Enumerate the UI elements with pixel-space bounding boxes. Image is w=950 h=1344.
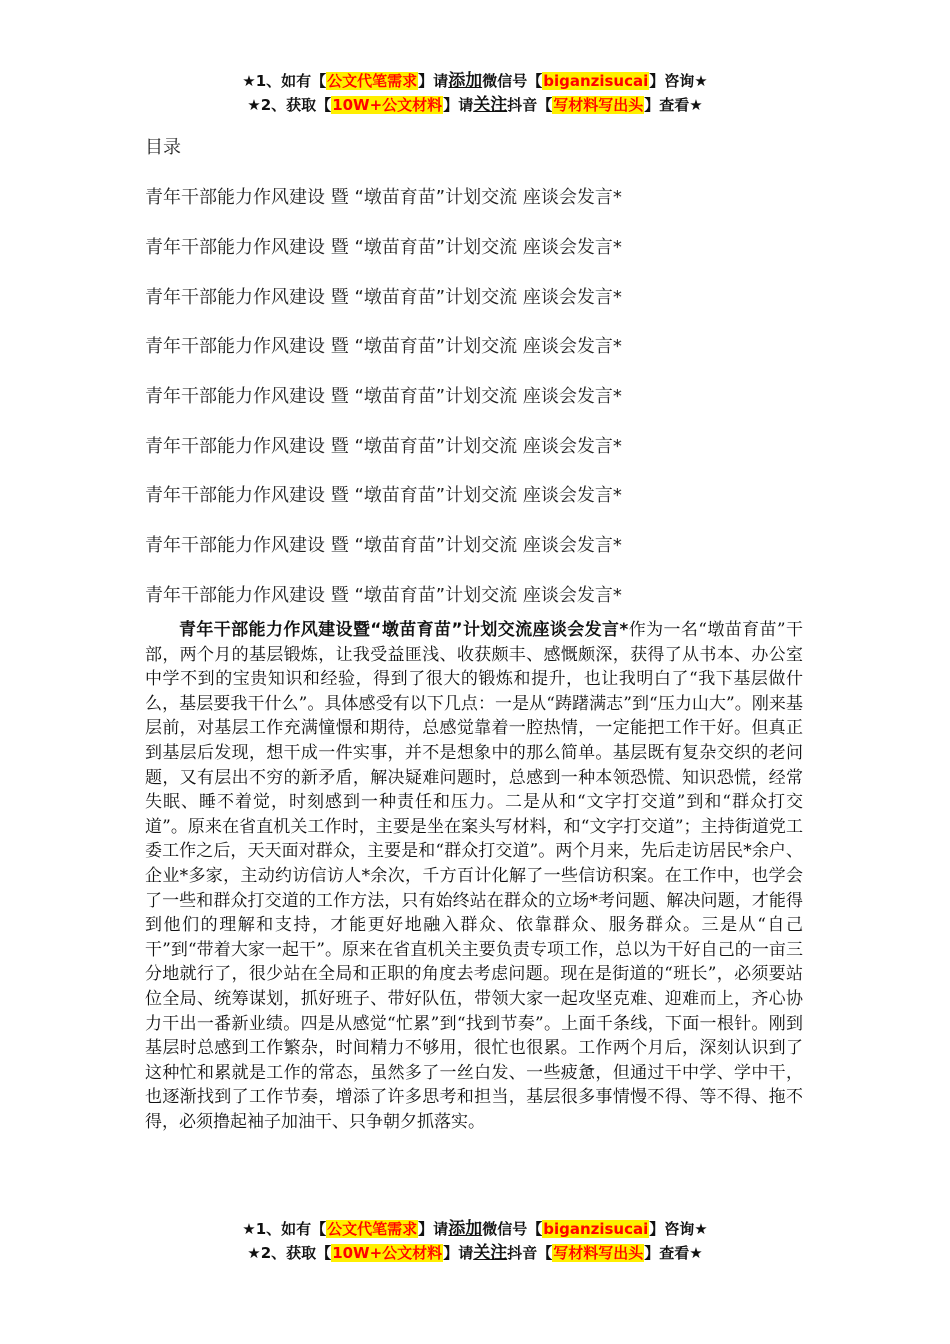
top-banner-line-2 <box>0 94 950 116</box>
banner-emphasis: 添加 <box>448 1219 483 1239</box>
article-body <box>145 618 803 1134</box>
toc-item[interactable]: 青年干部能力作风建设 暨 “墩苗育苗”计划交流 座谈会发言* <box>145 187 622 208</box>
toc-item[interactable]: 青年干部能力作风建设 暨 “墩苗育苗”计划交流 座谈会发言* <box>145 585 622 606</box>
toc-item[interactable]: 青年干部能力作风建设 暨 “墩苗育苗”计划交流 座谈会发言* <box>145 237 622 258</box>
banner-text: 微信号【 <box>482 72 543 90</box>
toc-item[interactable]: 青年干部能力作风建设 暨 “墩苗育苗”计划交流 座谈会发言* <box>145 485 622 506</box>
banner-highlight-wechat: biganzisucai <box>543 72 649 90</box>
banner-highlight-douyin: 写材料写出头 <box>553 1244 644 1262</box>
bottom-banner-line-1 <box>0 1218 950 1240</box>
toc-item[interactable]: 青年干部能力作风建设 暨 “墩苗育苗”计划交流 座谈会发言* <box>145 436 622 457</box>
banner-highlight-wechat: biganzisucai <box>543 1220 649 1238</box>
banner-emphasis: 关注 <box>473 95 508 115</box>
toc-item[interactable]: 青年干部能力作风建设 暨 “墩苗育苗”计划交流 座谈会发言* <box>145 336 622 357</box>
toc-item[interactable]: 青年干部能力作风建设 暨 “墩苗育苗”计划交流 座谈会发言* <box>145 287 622 308</box>
banner-emphasis: 添加 <box>448 71 483 91</box>
toc-title: 目录 <box>145 137 181 158</box>
bottom-banner-line-2 <box>0 1242 950 1264</box>
banner-text: 】咨询★ <box>649 72 708 90</box>
banner-text: ★2、获取【 <box>247 1244 332 1262</box>
banner-emphasis: 关注 <box>473 1243 508 1263</box>
banner-text: 微信号【 <box>482 1220 543 1238</box>
banner-text: 】请 <box>418 1220 449 1238</box>
banner-highlight: 公文代笔需求 <box>327 1220 418 1238</box>
banner-text: 】查看★ <box>644 1244 703 1262</box>
banner-text: ★1、如有【 <box>242 72 327 90</box>
banner-text: 】请 <box>443 1244 474 1262</box>
banner-text: 抖音【 <box>507 1244 553 1262</box>
toc-item[interactable]: 青年干部能力作风建设 暨 “墩苗育苗”计划交流 座谈会发言* <box>145 535 622 556</box>
banner-text: ★2、获取【 <box>247 96 332 114</box>
banner-text: ★1、如有【 <box>242 1220 327 1238</box>
banner-highlight-douyin: 写材料写出头 <box>553 96 644 114</box>
top-banner-line-1 <box>0 70 950 92</box>
banner-text: 】请 <box>443 96 474 114</box>
article-heading: 青年干部能力作风建设暨“墩苗育苗”计划交流座谈会发言* <box>179 620 629 640</box>
banner-highlight: 10W+公文材料 <box>332 1244 443 1262</box>
article-paragraph: 作为一名“墩苗育苗”干部，两个月的基层锻炼，让我受益匪浅、收获颇丰、感慨颇深，获得了从书本、办公室中学不到的宝贵知识和经验，得到了很大的锻炼和提升，也让我明白了“我下基层做什么，基层要我干什么”。具体感受有以下几点：一是从“踌躇满志”到“压力山大”。刚来基层前，对基层工作充满憧憬和期待，总感觉靠着一腔热情，一定能把工作干好。但真正到基层后发现，想干成一件实事，并不是想象中的那么简单。基层既有复杂交织的老问题，又有层出不穷的新矛盾，解决疑难问题时，总感到一种本领恐慌、知识恐慌，经常失眠、睡不着觉，时刻感到一种责任和压力。二是从和“文字打交道”到和“群众打交道”。原来在省直机关工作时，主要是坐在案头写材料，和“文字打交道”；主持街道党工委工作之后，天天面对群众，主要是和“群众打交道”。两个月来，先后走访居民*余户、企业*多家，主动约访信访人*余次，千方百计化解了一些信访积案。在工作中，也学会了一些和群众打交道的工作方法，只有始终站在群众的立场*考问题、解决问题，才能得到他们的理解和支持，才能更好地融入群众、依靠群众、服务群众。三是从“自己干”到“带着大家一起干”。原来在省直机关主要负责专项工作，总以为干好自己的一亩三分地就行了，很少站在全局和正职的角度去考虑问题。现在是街道的“班长”，必须要站位全局、统筹谋划，抓好班子、带好队伍，带领大家一起攻坚克难、迎难而上，齐心协力干出一番新业绩。四是从感觉“忙累”到“找到节奏”。上面千条线，下面一根针。刚到基层时总感到工作繁杂，时间精力不够用，很忙也很累。工作两个月后，深刻认识到了这种忙和累就是工作的常态，虽然多了一丝白发、一些疲惫，但通过干中学、学中干，也逐渐找到了工作节奏，增添了许多思考和担当，基层很多事情慢不得、等不得、拖不得，必须撸起袖子加油干、只争朝夕抓落实。 <box>145 620 803 1132</box>
banner-highlight: 公文代笔需求 <box>327 72 418 90</box>
banner-text: 抖音【 <box>507 96 553 114</box>
banner-text: 】查看★ <box>644 96 703 114</box>
banner-highlight: 10W+公文材料 <box>332 96 443 114</box>
toc-item[interactable]: 青年干部能力作风建设 暨 “墩苗育苗”计划交流 座谈会发言* <box>145 386 622 407</box>
banner-text: 】请 <box>418 72 449 90</box>
banner-text: 】咨询★ <box>649 1220 708 1238</box>
